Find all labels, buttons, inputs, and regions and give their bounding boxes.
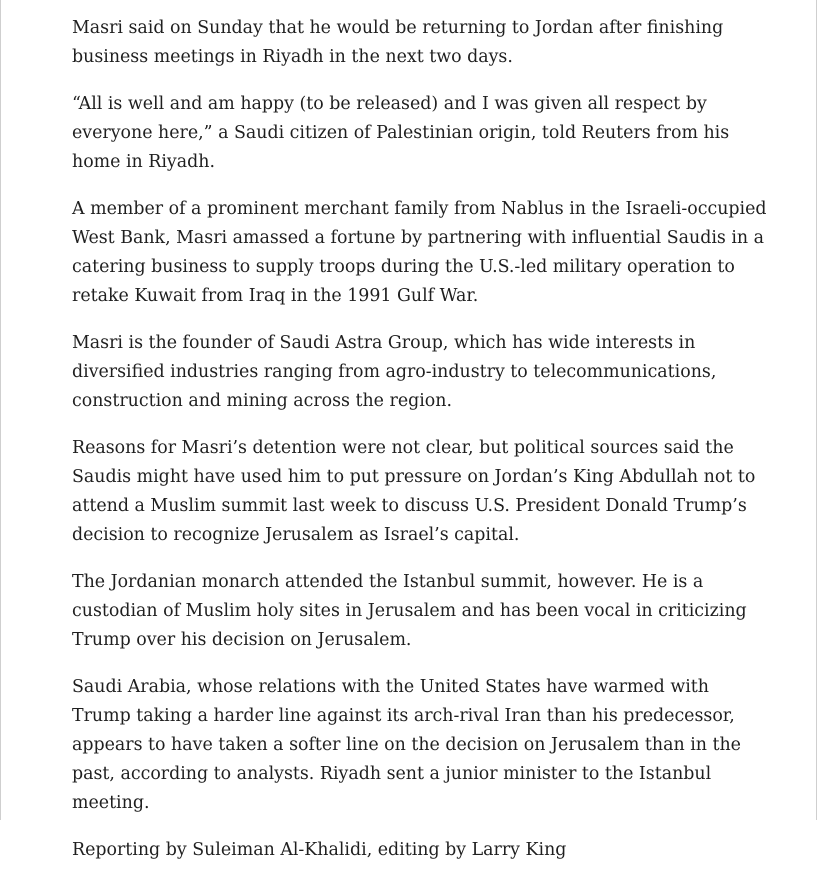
article-paragraph: Masri said on Sunday that he would be returning to Jordan after finishing business meetings in Riyadh in the next two days. (72, 18, 724, 67)
article-paragraph: Reasons for Masri’s detention were not clear, but political sources said the Saudis might have used him to put pressure on Jordan’s King Abdullah not to attend a Muslim summit last week to discuss U.S. President Donald Trump’s decision to recognize Jerusalem as Israel’s capital. (72, 438, 756, 545)
article-paragraph: “All is well and am happy (to be released) and I was given all respect by everyone here,” a Saudi citizen of Palestinian origin, told Reuters from his home in Riyadh. (72, 94, 730, 172)
article-paragraph: The Jordanian monarch attended the Istanbul summit, however. He is a custodian of Muslim holy sites in Jerusalem and has been vocal in criticizing Trump over his decision on Jerusalem. (72, 572, 747, 650)
article-credit: Reporting by Suleiman Al-Khalidi, editing by Larry King (72, 840, 567, 860)
article-paragraph: A member of a prominent merchant family from Nablus in the Israeli-occupied West Bank, Masri amassed a fortune by partnering with influential Saudis in a catering business to supply troops during the U.S.-led military operation to retake Kuwait from Iraq in the 1991 Gulf War. (72, 199, 767, 306)
article-body (72, 14, 772, 883)
article-paragraph: Masri is the founder of Saudi Astra Group, which has wide interests in diversified industries ranging from agro-industry to telecommunications, construction and mining across the region. (72, 333, 717, 411)
article-paragraph: Saudi Arabia, whose relations with the United States have warmed with Trump taking a harder line against its arch-rival Iran than his predecessor, appears to have taken a softer line on the decision on Jerusalem than in the past, according to analysts. Riyadh sent a junior minister to the Istanbul meeting. (72, 677, 741, 813)
